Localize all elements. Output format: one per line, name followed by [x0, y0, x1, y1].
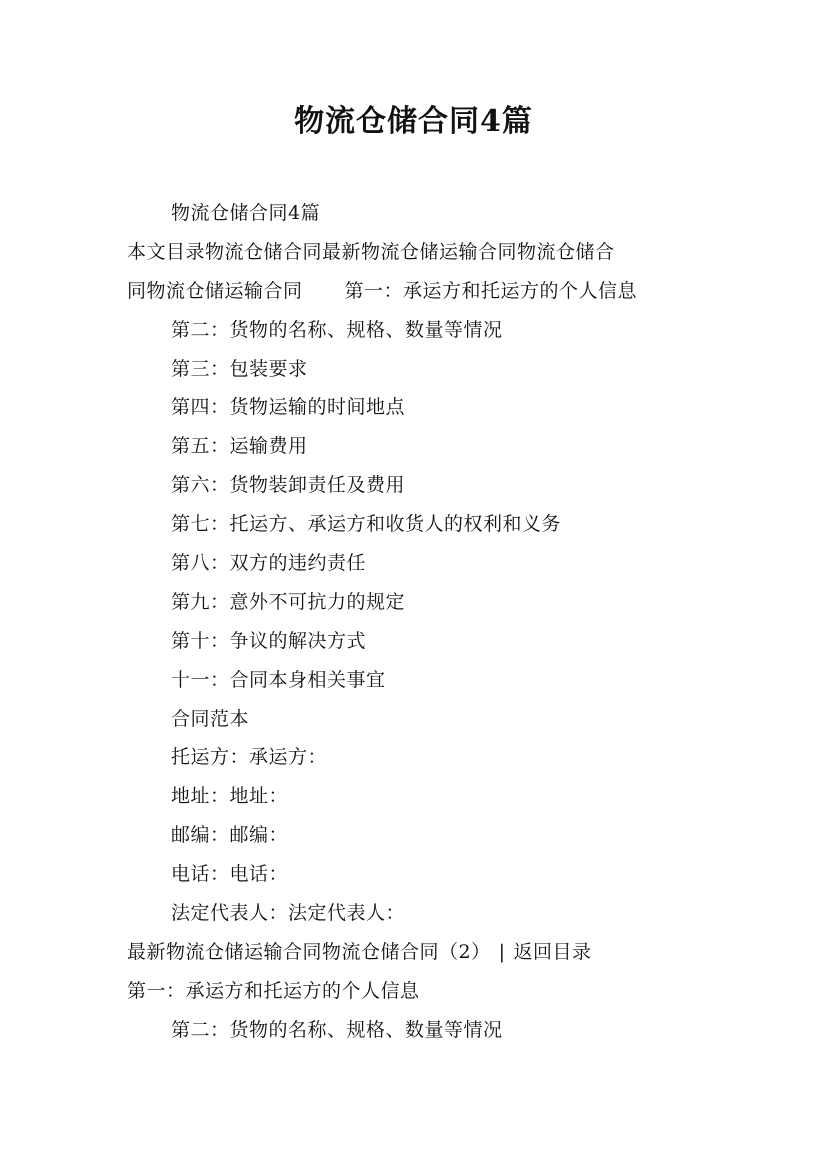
document-title: 物流仓储合同4篇 [294, 104, 533, 139]
toc-line-2 [127, 272, 707, 311]
toc-line-2-text: 同物流仓储运输合同 [127, 279, 303, 302]
form-field-line: 邮编：邮编： [171, 824, 289, 847]
section-2-item: 第一：承运方和托运方的个人信息 [127, 979, 420, 1002]
section-2-item: 第二：货物的名称、规格、数量等情况 [171, 1018, 503, 1041]
section-2-title: 最新物流仓储运输合同物流仓储合同（2） [127, 940, 491, 963]
template-title: 合同范本 [171, 707, 250, 730]
clause-item: 第七：托运方、承运方和收货人的权利和义务 [171, 513, 562, 536]
clause-item: 第二：货物的名称、规格、数量等情况 [171, 318, 503, 341]
clause-item: 第四：货物运输的时间地点 [171, 396, 406, 419]
section-1-header: 第一：承运方和托运方的个人信息 [344, 279, 638, 302]
clause-item: 第五：运输费用 [171, 435, 308, 458]
section-2-heading [127, 933, 707, 972]
clause-item: 第三：包装要求 [171, 357, 308, 380]
form-field-line: 地址：地址： [171, 785, 289, 808]
document-subtitle: 物流仓储合同4篇 [171, 202, 321, 224]
form-field-line: 电话：电话： [171, 863, 289, 886]
clause-item: 第九：意外不可抗力的规定 [171, 590, 406, 613]
back-to-toc-link[interactable]: 返回目录 [513, 940, 592, 963]
toc-line-1: 本文目录物流仓储合同最新物流仓储运输合同物流仓储合 [127, 240, 615, 263]
clause-item: 第十：争议的解决方式 [171, 629, 367, 652]
clause-item: 十一：合同本身相关事宜 [171, 668, 386, 691]
clause-item: 第八：双方的违约责任 [171, 552, 367, 575]
document-body [127, 194, 707, 1050]
form-field-line: 法定代表人：法定代表人： [171, 902, 406, 925]
separator: | [498, 940, 506, 963]
form-field-line: 托运方：承运方： [171, 746, 328, 769]
clause-item: 第六：货物装卸责任及费用 [171, 474, 406, 497]
